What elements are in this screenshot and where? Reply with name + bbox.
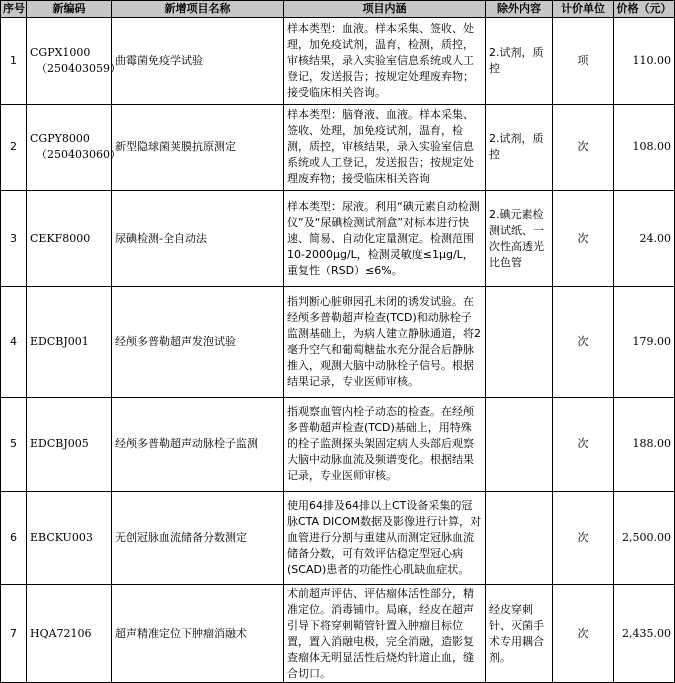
row-content: 样本类型：脑脊液、血液。样本采集、签收、处理，加免疫试剂，温育，检测，质控，审核结果，录入实验室信息系统或人工登记，发送报告；按规定处理废弃物；接受临床相关咨询 xyxy=(284,104,486,191)
row-exclusions xyxy=(486,287,553,398)
row-code: HQA72106 xyxy=(30,626,92,640)
row-idx: 1 xyxy=(1,18,27,105)
table-row xyxy=(1,585,675,683)
row-idx: 7 xyxy=(1,585,27,683)
row-code-sub: （250403060） xyxy=(36,148,121,162)
row-code-cell xyxy=(27,18,121,105)
row-name: 超声精准定位下肿瘤消融术 xyxy=(112,585,284,683)
table-row xyxy=(1,397,675,491)
header-price: 价格（元） xyxy=(614,1,675,18)
row-price: 188.00 xyxy=(614,397,675,491)
table-row xyxy=(1,491,675,585)
row-idx: 6 xyxy=(1,491,27,585)
header-row xyxy=(1,1,675,18)
row-content: 指判断心脏卵园孔未闭的诱发试验。在经颅多普勒超声检查(TCD)和动脉栓子监测基础上，为病人建立静脉通道，将2毫升空气和葡萄糖盐水充分混合后静脉推入，观测大脑中动脉栓子信号。根据结果记录，专业医师审核。 xyxy=(284,287,486,398)
table-row xyxy=(1,191,675,287)
header-content: 项目内涵 xyxy=(284,1,486,18)
row-code-sub: （250403059） xyxy=(36,61,121,75)
row-content: 样本类型：尿液。利用“碘元素自动检测仪”及“尿碘检测试剂盒”对标本进行快速、简易、自动化定量测定。检测范围10-2000μg/L，检测灵敏度≤1μg/L，重复性（RSD）≤6%。 xyxy=(284,191,486,287)
row-price: 179.00 xyxy=(614,287,675,398)
row-exclusions: 经皮穿刺针、灭菌手术专用耦合剂。 xyxy=(486,585,553,683)
row-unit: 次 xyxy=(553,491,614,585)
row-code-cell xyxy=(27,104,121,191)
row-exclusions: 2.试剂，质控 xyxy=(486,104,553,191)
row-code: EDCBJ005 xyxy=(30,437,89,451)
row-unit: 次 xyxy=(553,104,614,191)
row-code-cell xyxy=(27,191,112,287)
row-code: EBCKU003 xyxy=(30,530,93,544)
row-code: CGPY8000 xyxy=(30,132,90,146)
row-unit: 次 xyxy=(553,287,614,398)
header-exclusions: 除外内容 xyxy=(486,1,553,18)
row-code: CGPX1000 xyxy=(30,45,91,59)
row-exclusions xyxy=(486,491,553,585)
row-content: 样本类型：血液。样本采集、签收、处理，加免疫试剂，温育，检测，质控，审核结果，录入实验室信息系统或人工登记，发送报告；按规定处理废弃物；接受临床相关咨询。 xyxy=(284,18,486,105)
row-content: 术前超声评估、评估瘤体活性部分，精准定位。消毒铺巾。局麻，经皮在超声引导下将穿刺鞘管针置入肿瘤目标位置，置入消融电极，完全消融，造影复查瘤体无明显活性后烧灼针道止血，缝合切口。 xyxy=(284,585,486,683)
row-price: 2,435.00 xyxy=(614,585,675,683)
row-exclusions: 2.试剂，质控 xyxy=(486,18,553,105)
row-idx: 4 xyxy=(1,287,27,398)
header-code: 新编码 xyxy=(27,1,112,18)
row-code-cell xyxy=(27,287,112,398)
table-row xyxy=(1,104,675,191)
row-unit: 次 xyxy=(553,191,614,287)
header-unit: 计价单位 xyxy=(553,1,614,18)
row-price: 110.00 xyxy=(614,18,675,105)
row-idx: 5 xyxy=(1,397,27,491)
row-name: 新型隐球菌荚膜抗原测定 xyxy=(112,104,284,191)
row-idx: 2 xyxy=(1,104,27,191)
row-code-cell xyxy=(27,491,112,585)
row-code: CEKF8000 xyxy=(30,231,91,245)
row-unit: 项 xyxy=(553,18,614,105)
row-price: 2,500.00 xyxy=(614,491,675,585)
row-name: 尿碘检测-全自动法 xyxy=(112,191,284,287)
row-price: 108.00 xyxy=(614,104,675,191)
header-idx: 序号 xyxy=(1,1,27,18)
row-name: 经颅多普勒超声动脉栓子监测 xyxy=(112,397,284,491)
row-content: 指观察血管内栓子动态的检查。在经颅多普勒超声检查(TCD)基础上，用特殊的栓子监测探头架固定病人头部后观察大脑中动脉血流及频谱变化。根据结果记录，专业医师审核。 xyxy=(284,397,486,491)
row-unit: 次 xyxy=(553,585,614,683)
row-code: EDCBJ001 xyxy=(30,334,89,348)
row-name: 经颅多普勒超声发泡试验 xyxy=(112,287,284,398)
row-code-cell xyxy=(27,585,112,683)
row-price: 24.00 xyxy=(614,191,675,287)
row-name: 无创冠脉血流储备分数测定 xyxy=(112,491,284,585)
table-row xyxy=(1,18,675,105)
table-row xyxy=(1,287,675,398)
row-idx: 3 xyxy=(1,191,27,287)
row-content: 使用64排及64排以上CT设备采集的冠脉CTA DICOM数据及影像进行计算，对血管进行分割与重建从而测定冠脉血流储备分数，可有效评估稳定型冠心病(SCAD)患者的功能性心肌缺血症状。 xyxy=(284,491,486,585)
row-exclusions: 2.碘元素检测试纸、一次性高透光比色管 xyxy=(486,191,553,287)
header-name: 新增项目名称 xyxy=(112,1,284,18)
row-unit: 次 xyxy=(553,397,614,491)
row-code-cell xyxy=(27,397,112,491)
row-exclusions xyxy=(486,397,553,491)
row-name: 曲霉菌免疫学试验 xyxy=(112,18,284,105)
